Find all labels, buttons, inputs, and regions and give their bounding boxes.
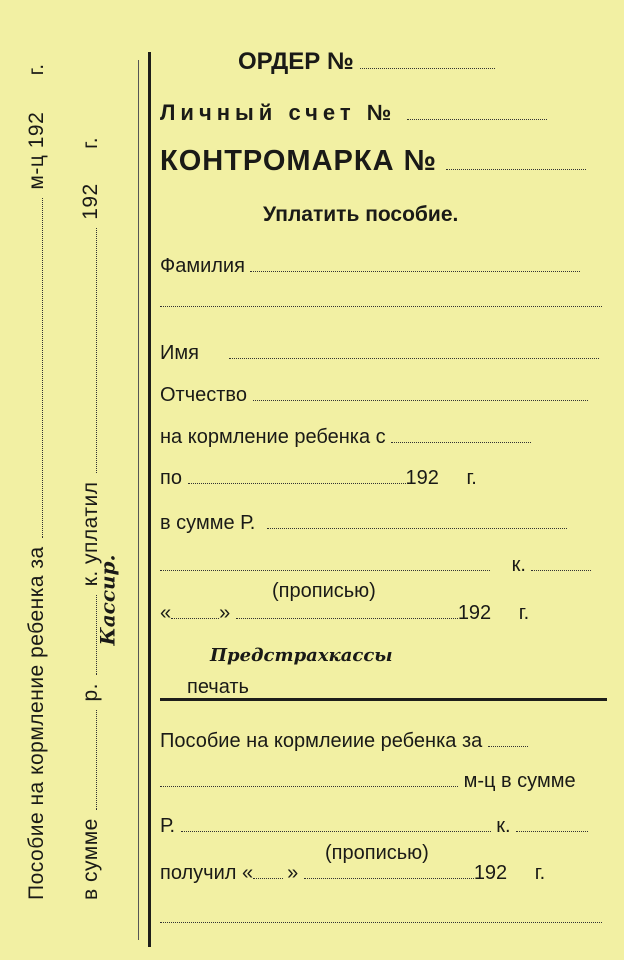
surname-field[interactable] — [250, 255, 580, 272]
kop-label: к. — [511, 554, 526, 576]
kop-row — [160, 554, 591, 577]
name-row — [160, 342, 599, 365]
order-title-row — [238, 48, 495, 76]
patronymic-field[interactable] — [253, 384, 588, 401]
stub-line2-paid: к. уплатил — [79, 481, 102, 587]
personal-account-label: Личный счет № — [160, 100, 397, 125]
receipt-month-sum: м-ц в сумме — [463, 770, 576, 792]
stub-divider — [148, 52, 151, 947]
stub-line-2 — [79, 50, 103, 900]
name-label: Имя — [160, 342, 199, 364]
stub-line-1 — [25, 50, 49, 900]
order-title: ОРДЕР № — [238, 48, 354, 75]
order-form — [160, 0, 610, 960]
receipt-title: Пособие на кормлеиие ребенка за — [160, 730, 483, 752]
receipt-line-1 — [160, 730, 528, 753]
in-words-caption: (прописью) — [272, 580, 376, 602]
stub-line2-dots-1 — [82, 710, 97, 810]
receipt-kop-field[interactable] — [516, 815, 588, 832]
surname-label: Фамилия — [160, 255, 245, 277]
stub-line2-g: г. — [79, 136, 102, 149]
personal-account-row — [160, 100, 547, 126]
name-field[interactable] — [229, 342, 599, 359]
control-mark-label: КОНТРОМАРКА № — [160, 145, 437, 177]
stub-line1-text: Пособие на кормление ребенка за — [25, 546, 48, 900]
control-mark-field[interactable] — [446, 153, 586, 170]
feeding-from-label: на кормление ребенка с — [160, 426, 386, 448]
receipt-month-date-field[interactable] — [304, 862, 474, 879]
receipt-in-words-caption: (прописью) — [325, 842, 429, 864]
control-mark-row — [160, 145, 586, 178]
order-number-field[interactable] — [360, 52, 495, 69]
amount-label: в сумме Р. — [160, 512, 256, 534]
receipt-line2-field[interactable] — [160, 770, 458, 787]
patronymic-label: Отчество — [160, 384, 247, 406]
stub-line1-dots — [28, 198, 43, 538]
chairman-label: Предстраxкассы — [210, 645, 393, 666]
surname-row-2 — [160, 290, 602, 313]
feeding-to-label: по — [160, 467, 182, 489]
receipt-kop: к. — [496, 815, 511, 837]
stub-line1-month: м-ц 192 — [25, 111, 48, 190]
stub-line2-year: 192 — [79, 183, 102, 220]
stub-line2-dots-3 — [82, 228, 97, 473]
patronymic-row — [160, 384, 588, 407]
date-row — [160, 602, 529, 625]
counterfoil-stub — [0, 0, 140, 960]
feeding-to-g: г. — [466, 467, 477, 489]
personal-account-field[interactable] — [407, 103, 547, 120]
kop-field[interactable] — [531, 554, 591, 571]
receipt-signature-field[interactable] — [160, 906, 602, 923]
receipt-signature-row — [160, 906, 602, 929]
feeding-to-row — [160, 467, 477, 490]
receipt-line-4 — [160, 862, 545, 885]
amount-words-field[interactable] — [160, 554, 490, 571]
receipt-received: получил « — [160, 862, 254, 884]
receipt-rub-field[interactable] — [181, 815, 491, 832]
stub-line1-year-g: г. — [25, 63, 48, 76]
cashier-label: Кассир. — [95, 554, 120, 646]
date-quote-open: « — [160, 602, 172, 624]
receipt-g: г. — [534, 862, 546, 884]
date-quote-close: » — [219, 602, 231, 624]
date-day-field[interactable] — [171, 602, 219, 619]
surname-field-2[interactable] — [160, 290, 602, 307]
feeding-to-field[interactable] — [188, 467, 406, 484]
date-month-field[interactable] — [236, 602, 458, 619]
stub-line2-sum: в сумме — [79, 818, 102, 900]
date-year: 192 — [457, 602, 492, 624]
stub-line2-r: р. — [79, 682, 102, 702]
receipt-quote-close: » — [287, 862, 299, 884]
section-divider — [160, 698, 607, 701]
receipt-year: 192 — [473, 862, 508, 884]
surname-row — [160, 255, 580, 278]
amount-field[interactable] — [267, 512, 567, 529]
feeding-from-field[interactable] — [391, 426, 531, 443]
receipt-line-3 — [160, 815, 588, 838]
receipt-day-field[interactable] — [253, 862, 283, 879]
receipt-rub: Р. — [160, 815, 176, 837]
pay-benefit-heading: Уплатить пособие. — [263, 203, 459, 226]
amount-row — [160, 512, 567, 535]
stamp-label: печать — [187, 676, 249, 698]
feeding-from-row — [160, 426, 531, 449]
perforation-line — [138, 60, 139, 940]
date-g: г. — [518, 602, 530, 624]
receipt-line-2 — [160, 770, 576, 793]
receipt-month-field[interactable] — [488, 730, 528, 747]
feeding-to-year: 192 — [405, 467, 439, 489]
